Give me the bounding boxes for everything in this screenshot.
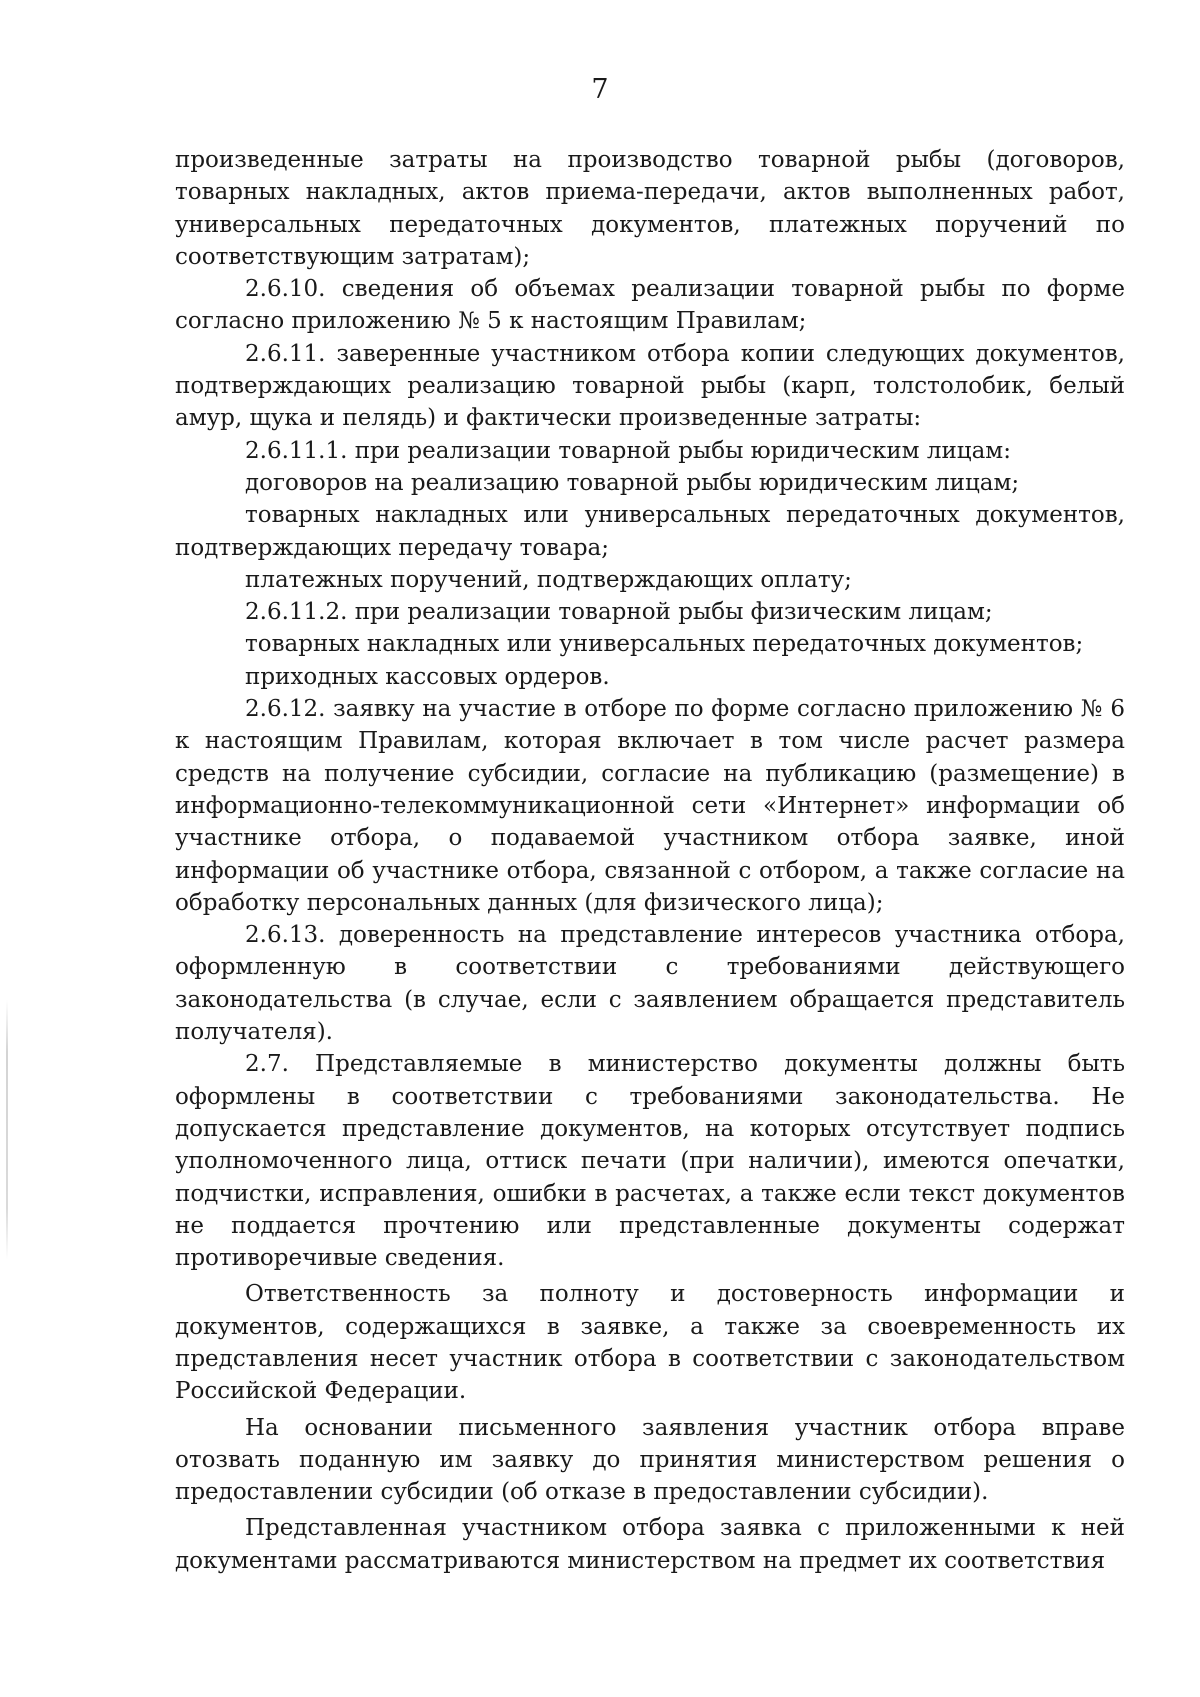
paragraph-payment-orders: платежных поручений, подтверждающих оплату;: [245, 566, 852, 593]
page-number: 7: [591, 74, 609, 105]
paragraph-cash-orders: приходных кассовых ордеров.: [245, 663, 610, 690]
paragraph-2-6-10: 2.6.10. сведения об объемах реализации товарной рыбы по форме согласно приложению № 5 к настоящим Правилам;: [175, 276, 1125, 335]
paragraph-review: Представленная участником отбора заявка с приложенными к ней документами рассматриваются министерством на предмет их соответствия: [175, 1515, 1125, 1574]
paragraph-2-6-11-2: 2.6.11.2. при реализации товарной рыбы физическим лицам;: [245, 599, 993, 626]
paragraph-2-6-13: 2.6.13. доверенность на представление интересов участника отбора, оформленную в соответствии с требованиями действующего законодательства (в случае, если с заявлением обращается представитель получателя).: [175, 922, 1125, 1046]
paragraph-2-7: 2.7. Представляемые в министерство документы должны быть оформлены в соответствии с требованиями законодательства. Не допускается представление документов, на которых отсутствует подпись уполномоченного лица, оттиск печати (при наличии), имеются опечатки, подчистки, исправления, ошибки в расчетах, а также если текст документов не поддается прочтению или представленные документы содержат противоречивые сведения.: [175, 1051, 1125, 1272]
paragraph-2-6-11-1: 2.6.11.1. при реализации товарной рыбы юридическим лицам:: [245, 437, 1011, 464]
paragraph-invoices: товарных накладных или универсальных передаточных документов, подтверждающих передачу товара;: [175, 502, 1125, 561]
paragraph-continuation: произведенные затраты на производство товарной рыбы (договоров, товарных накладных, актов приема-передачи, актов выполненных работ, универсальных передаточных документов, платежных поручений по соответствующим затратам);: [175, 147, 1125, 270]
paragraph-withdrawal: На основании письменного заявления участник отбора вправе отозвать поданную им заявку до принятия министерством решения о предоставлении субсидии (об отказе в предоставлении субсидии).: [175, 1414, 1125, 1506]
paragraph-2-6-11: 2.6.11. заверенные участником отбора копии следующих документов, подтверждающих реализацию товарной рыбы (карп, толстолобик, белый амур, щука и пелядь) и фактически произведенные затраты:: [175, 340, 1125, 432]
paragraph-contracts: договоров на реализацию товарной рыбы юридическим лицам;: [245, 469, 1020, 496]
paragraph-invoices-individuals: товарных накладных или универсальных передаточных документов;: [245, 631, 1084, 658]
document-body: [175, 144, 1125, 1577]
paragraph-responsibility: Ответственность за полноту и достоверность информации и документов, содержащихся в заявке, а также за своевременность их представления несет участник отбора в соответствии с законодательством Российской Федерации.: [175, 1281, 1125, 1405]
scan-edge-shadow: [6, 1000, 8, 1260]
paragraph-2-6-12: 2.6.12. заявку на участие в отборе по форме согласно приложению № 6 к настоящим Правилам, которая включает в том числе расчет размера средств на получение субсидии, согласие на публикацию (размещение) в информационно-телекоммуникационной сети «Интернет» информации об участнике отбора, о подаваемой участником отбора заявке, иной информации об участнике отбора, связанной с отбором, а также согласие на обработку персональных данных (для физического лица);: [175, 696, 1125, 916]
